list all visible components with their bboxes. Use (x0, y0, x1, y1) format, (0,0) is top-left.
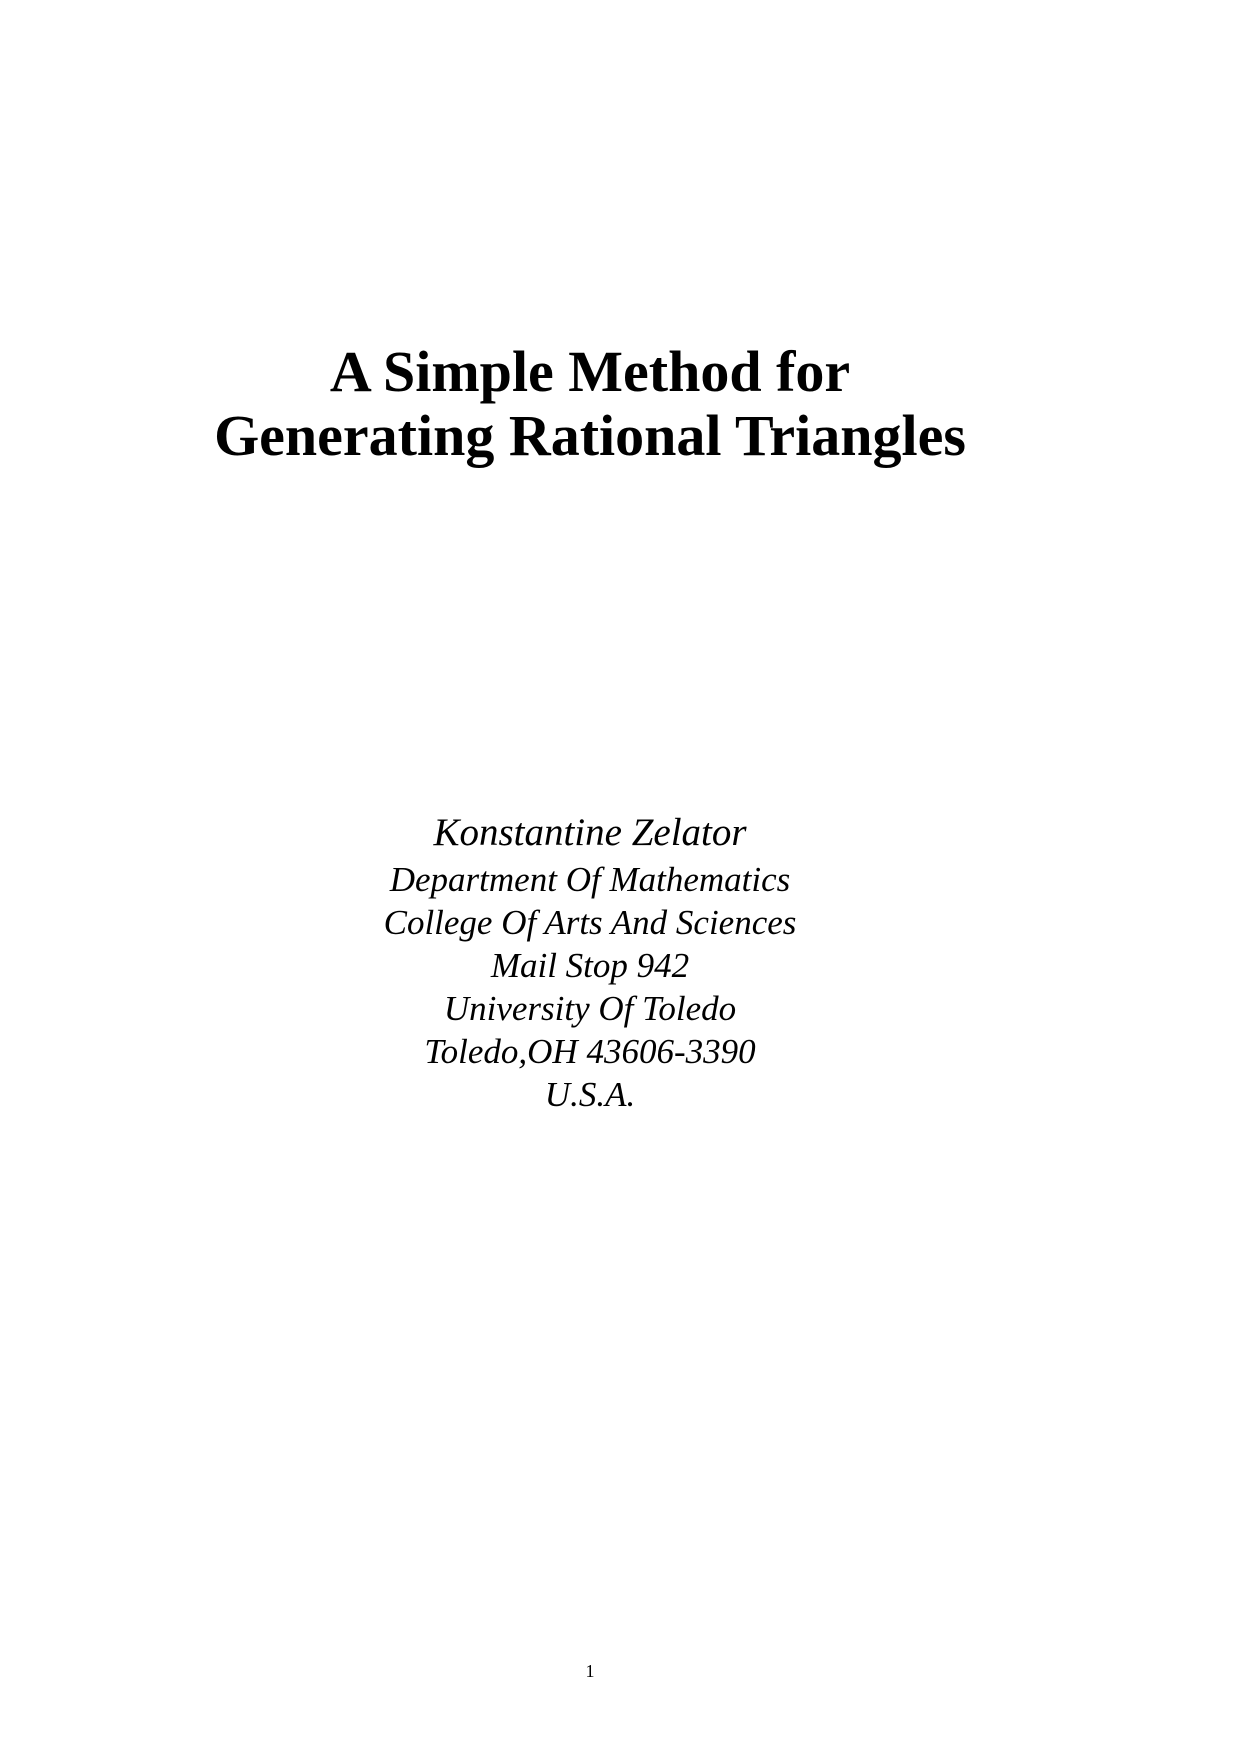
affiliation-country: U.S.A. (544, 1075, 636, 1114)
affiliation-college: College Of Arts And Sciences (383, 903, 797, 942)
affiliation-city-zip: Toledo,OH 43606-3390 (424, 1032, 756, 1071)
title-line-1: A Simple Method for (329, 339, 851, 404)
page-number: 1 (585, 1661, 595, 1681)
affiliation-university: University Of Toledo (443, 989, 737, 1028)
affiliation-mail-stop: Mail Stop 942 (490, 946, 690, 985)
paper-title (0, 340, 1180, 468)
author-name: Konstantine Zelator (433, 811, 747, 854)
author-block (0, 808, 1180, 1116)
affiliation-department: Department Of Mathematics (389, 860, 791, 899)
title-line-2: Generating Rational Triangles (214, 403, 966, 468)
